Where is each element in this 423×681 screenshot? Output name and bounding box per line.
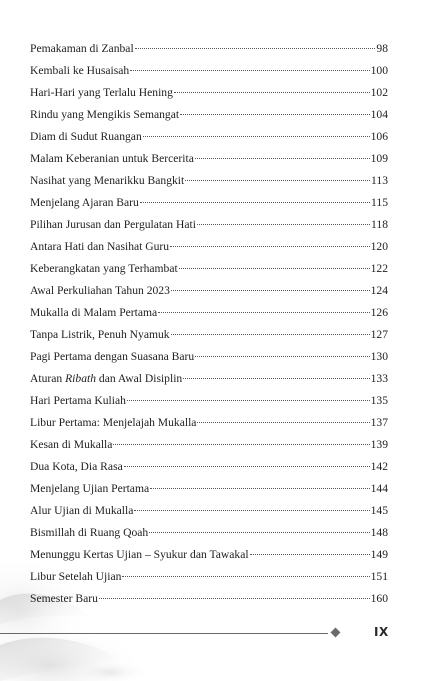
toc-entry-page-number: 139: [370, 438, 388, 451]
toc-entry-title: Menjelang Ajaran Baru: [30, 196, 139, 209]
toc-entry-title-italic: Ribath: [65, 372, 97, 385]
toc-entry-page-number: 151: [370, 570, 388, 583]
toc-entry: [30, 566, 388, 588]
toc-entry-page-number: 135: [370, 394, 388, 407]
toc-entry-page-number: 149: [370, 548, 388, 561]
dot-leader: [158, 312, 369, 313]
toc-entry-page-number: 120: [370, 240, 388, 253]
dot-leader: [195, 158, 370, 159]
toc-entry-title: Tanpa Listrik, Penuh Nyamuk: [30, 328, 170, 341]
toc-entry: [30, 38, 388, 60]
dot-leader: [135, 48, 376, 49]
toc-entry-page-number: 160: [370, 592, 388, 605]
toc-entry: [30, 236, 388, 258]
toc-entry-title: Pemakaman di Zanbal: [30, 42, 134, 55]
toc-entry-page-number: 113: [371, 174, 388, 187]
toc-entry: [30, 258, 388, 280]
toc-entry: [30, 324, 388, 346]
toc-entry-page-number: 106: [370, 130, 388, 143]
toc-entry: [30, 544, 388, 566]
toc-entry-page-number: 126: [370, 306, 388, 319]
toc-entry-title: Kembali ke Husaisah: [30, 64, 130, 77]
dot-leader: [170, 246, 370, 247]
toc-entry-title-part: dan Awal Disiplin: [96, 372, 183, 385]
footer-divider-line: [0, 633, 328, 634]
toc-entry-page-number: 109: [370, 152, 388, 165]
toc-entry: [30, 126, 388, 148]
dot-leader: [99, 598, 370, 599]
toc-entry-page-number: 144: [370, 482, 388, 495]
toc-entry-page-number: 137: [370, 416, 388, 429]
toc-entry-page-number: 104: [370, 108, 388, 121]
toc-entry-title: Antara Hati dan Nasihat Guru: [30, 240, 170, 253]
toc-entry-title: Diam di Sudut Ruangan: [30, 130, 142, 143]
toc-entry: [30, 522, 388, 544]
toc-entry-title: Libur Pertama: Menjelajah Mukalla: [30, 416, 197, 429]
page-number: IX: [374, 625, 389, 639]
toc-entry-page-number: 142: [370, 460, 388, 473]
toc-entry-page-number: 124: [370, 284, 388, 297]
toc-entry: [30, 192, 388, 214]
toc-entry-title: Menjelang Ujian Pertama: [30, 482, 150, 495]
toc-entry: [30, 280, 388, 302]
toc-entry-title: Rindu yang Mengikis Semangat: [30, 108, 180, 121]
toc-entry-page-number: 100: [370, 64, 388, 77]
toc-entry-title: Keberangkatan yang Terhambat: [30, 262, 178, 275]
toc-entry-title: Mukalla di Malam Pertama: [30, 306, 158, 319]
dot-leader: [150, 488, 369, 489]
dot-leader: [197, 422, 369, 423]
toc-entry-title: Bismillah di Ruang Qoah: [30, 526, 149, 539]
toc-entry-title: Awal Perkuliahan Tahun 2023: [30, 284, 170, 297]
toc-entry: [30, 390, 388, 412]
toc-entry-title: Malam Keberanian untuk Bercerita: [30, 152, 194, 165]
toc-entry: [30, 588, 388, 610]
toc-entry-page-number: 133: [370, 372, 388, 385]
dot-leader: [143, 136, 370, 137]
toc-entry: [30, 170, 388, 192]
toc-entry-page-number: 102: [370, 86, 388, 99]
toc-entry-title: Hari Pertama Kuliah: [30, 394, 126, 407]
toc-entry: [30, 214, 388, 236]
toc-entry-title: Dua Kota, Dia Rasa: [30, 460, 123, 473]
dot-leader: [180, 114, 370, 115]
toc-entry-page-number: 145: [370, 504, 388, 517]
toc-entry: [30, 60, 388, 82]
toc-entry: [30, 412, 388, 434]
dot-leader: [197, 224, 370, 225]
toc-entry-title: Pagi Pertama dengan Suasana Baru: [30, 350, 195, 363]
toc-entry-title: Semester Baru: [30, 592, 98, 605]
dot-leader: [179, 268, 370, 269]
table-of-contents: [30, 38, 388, 610]
toc-entry-title: Alur Ujian di Mukalla: [30, 504, 134, 517]
toc-entry-title: Kesan di Mukalla: [30, 438, 113, 451]
dot-leader: [183, 378, 369, 379]
dot-leader: [124, 466, 370, 467]
toc-entry-page-number: 148: [370, 526, 388, 539]
toc-entry-title: Libur Setelah Ujian: [30, 570, 122, 583]
toc-entry: [30, 148, 388, 170]
dot-leader: [174, 92, 370, 93]
toc-entry: [30, 434, 388, 456]
toc-entry-title: Hari-Hari yang Terlalu Hening: [30, 86, 173, 99]
dot-leader: [149, 532, 369, 533]
toc-entry: [30, 82, 388, 104]
dot-leader: [130, 70, 369, 71]
dot-leader: [195, 356, 369, 357]
dot-leader: [122, 576, 369, 577]
toc-entry: [30, 368, 388, 390]
toc-entry-page-number: 127: [370, 328, 388, 341]
dot-leader: [134, 510, 369, 511]
toc-entry-page-number: 118: [371, 218, 388, 231]
dot-leader: [140, 202, 370, 203]
toc-entry-page-number: 115: [371, 196, 388, 209]
toc-entry-title: Nasihat yang Menarikku Bangkit: [30, 174, 185, 187]
toc-entry-page-number: 98: [376, 42, 388, 55]
toc-entry-title: Menunggu Kertas Ujian – Syukur dan Tawakal: [30, 548, 249, 561]
toc-entry-page-number: 122: [370, 262, 388, 275]
dot-leader: [250, 554, 370, 555]
toc-entry: [30, 478, 388, 500]
toc-entry: [30, 456, 388, 478]
toc-entry: [30, 346, 388, 368]
toc-entry-title: Pilihan Jurusan dan Pergulatan Hati: [30, 218, 196, 231]
toc-entry-page-number: 130: [370, 350, 388, 363]
toc-entry: [30, 104, 388, 126]
toc-entry-title-part: Aturan: [30, 372, 66, 385]
toc-entry-title: [30, 368, 182, 390]
dot-leader: [171, 334, 370, 335]
dot-leader: [127, 400, 370, 401]
dot-leader: [171, 290, 370, 291]
toc-entry: [30, 500, 388, 522]
dot-leader: [185, 180, 370, 181]
dot-leader: [113, 444, 369, 445]
toc-entry: [30, 302, 388, 324]
